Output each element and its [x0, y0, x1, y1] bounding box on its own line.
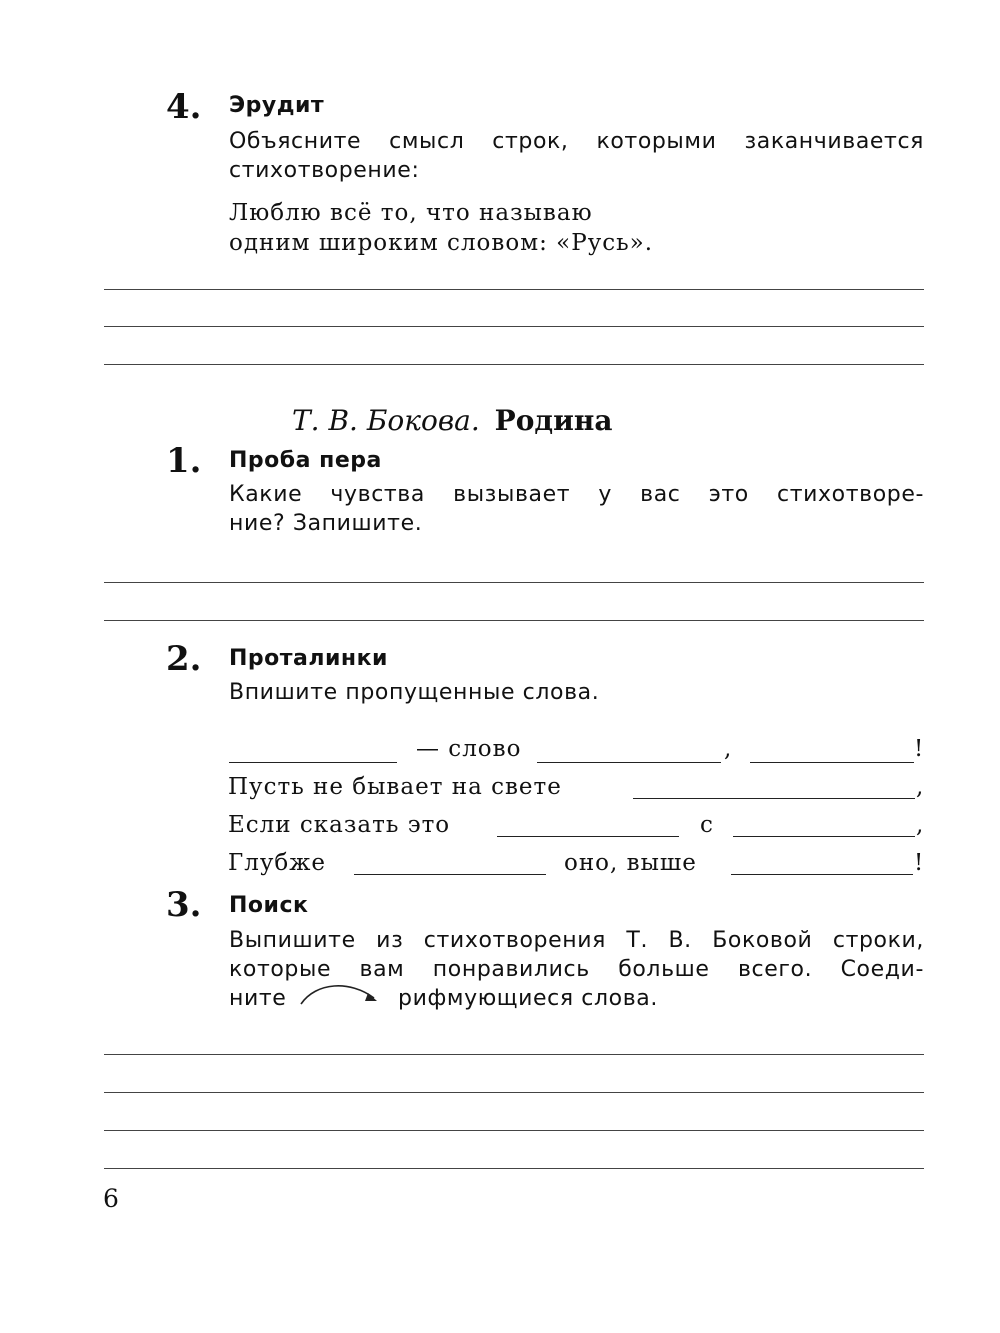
poem-line-1-word: — слово	[416, 736, 522, 762]
answer-line[interactable]	[104, 1092, 924, 1093]
task-1-instruction-line-2: ние? Запишите.	[229, 511, 423, 536]
fill-in-blank[interactable]	[750, 762, 914, 763]
fill-in-blank[interactable]	[354, 874, 546, 875]
task-3-instruction-line-1: Выпишите из стихотворения Т. В. Боковой строки,	[229, 928, 924, 953]
section-author: Т. В. Бокова.	[292, 404, 480, 437]
fill-in-blank[interactable]	[733, 836, 915, 837]
task-1-title: Проба пера	[229, 448, 382, 473]
poem-line-1-comma: ,	[724, 736, 733, 762]
fill-in-blank[interactable]	[229, 762, 397, 763]
task-4-quote-line-1: Люблю всё то, что называю	[229, 200, 593, 226]
poem-line-2-text: Пусть не бывает на свете	[228, 774, 562, 800]
task-3-instruction-line-2: которые вам понравились больше всего. Соеди-	[229, 957, 924, 982]
task-3-title: Поиск	[229, 893, 309, 918]
poem-line-4-text: Глубже	[228, 850, 326, 876]
task-4-instruction-line-2: стихотворение:	[229, 158, 420, 183]
fill-in-blank[interactable]	[537, 762, 721, 763]
answer-line[interactable]	[104, 582, 924, 583]
answer-line[interactable]	[104, 620, 924, 621]
task-3-instruction-line-3-start: ните	[229, 986, 287, 1011]
task-2-number: 2.	[166, 639, 202, 679]
task-4-number: 4.	[166, 87, 202, 127]
answer-line[interactable]	[104, 1054, 924, 1055]
fill-in-blank[interactable]	[633, 798, 915, 799]
answer-line[interactable]	[104, 1130, 924, 1131]
answer-line[interactable]	[104, 364, 924, 365]
task-3-number: 3.	[166, 885, 202, 925]
task-4-title: Эрудит	[229, 93, 325, 118]
answer-line[interactable]	[104, 1168, 924, 1169]
task-3-instruction-line-3-end: рифмующиеся слова.	[398, 986, 658, 1011]
task-2-title: Проталинки	[229, 646, 388, 671]
rhyme-arc-arrow-icon	[298, 980, 384, 1008]
fill-in-blank[interactable]	[731, 874, 913, 875]
answer-line[interactable]	[104, 289, 924, 290]
section-title: Родина	[494, 404, 613, 437]
poem-line-3-mid: с	[700, 812, 714, 838]
poem-line-4-end: !	[914, 850, 925, 876]
task-1-instruction-line-1: Какие чувства вызывает у вас это стихотворе-	[229, 482, 924, 507]
task-4-quote-line-2: одним широким словом: «Русь».	[229, 230, 654, 256]
page-number: 6	[103, 1184, 119, 1213]
task-2-instruction: Впишите пропущенные слова.	[229, 680, 600, 705]
poem-line-3-text: Если сказать это	[228, 812, 451, 838]
poem-line-4-mid: оно, выше	[564, 850, 697, 876]
task-4-instruction-line-1: Объясните смысл строк, которыми заканчивается	[229, 129, 924, 154]
poem-line-2-end: ,	[916, 774, 925, 800]
task-1-number: 1.	[166, 441, 202, 481]
answer-line[interactable]	[104, 326, 924, 327]
fill-in-blank[interactable]	[497, 836, 679, 837]
poem-line-3-end: ,	[916, 812, 925, 838]
section-heading	[292, 404, 612, 437]
poem-line-1-end: !	[914, 736, 925, 762]
